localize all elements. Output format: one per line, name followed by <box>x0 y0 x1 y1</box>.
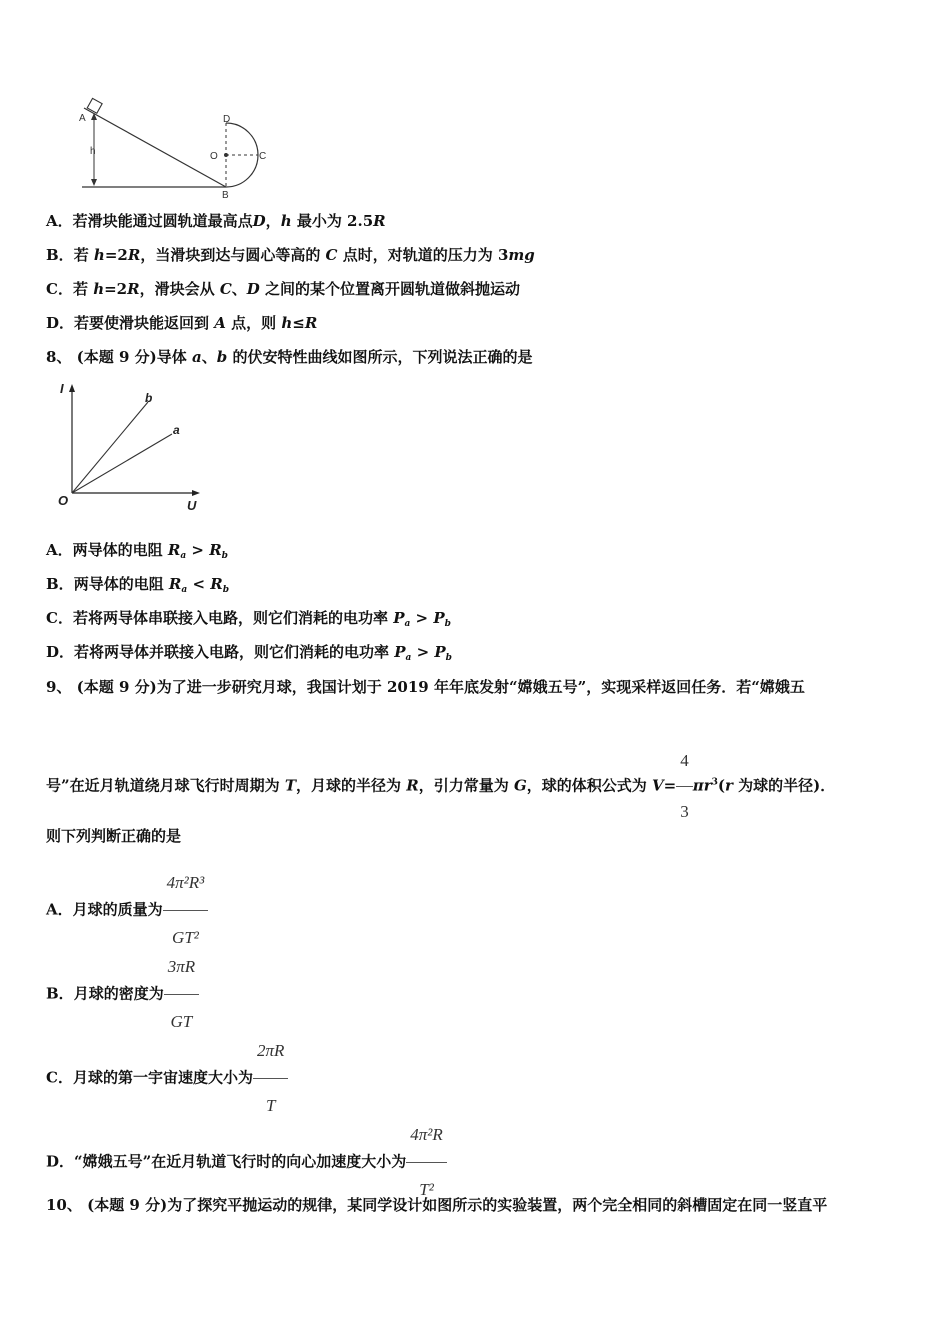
height-arrow-bottom <box>91 179 97 186</box>
q9-stem-line2: 号”在近月轨道绕月球飞行时周期为 T，月球的半径为 R，引力常量为 G，球的体积公式为 V= $\frac{4}{3}$ $\pi r^3(r$ 为球的半径)． <box>46 738 835 835</box>
label-A: A <box>79 113 86 124</box>
q9-stem-line1: 9、 (本题 9 分)为了进一步研究月球，我国计划于 2019 年年底发射“嫦娥五号”，实现采样返回任务．若“嫦娥五 <box>46 678 805 696</box>
mass-fraction: $\frac{\text{4π²R³}}{\text{GT²}}$ <box>163 858 209 963</box>
x-axis-arrow <box>192 490 200 496</box>
label-D: D <box>223 114 231 125</box>
acceleration-fraction: $\frac{\text{4π²R}}{\text{T²}}$ <box>406 1110 447 1215</box>
line-b-label: b <box>145 391 153 405</box>
volume-fraction: $\frac{4}{3}$ <box>676 738 693 835</box>
q9-option-a[interactable]: A．月球的质量为 $\frac{\text{4π²R³}}{\text{GT²}}$ <box>46 858 208 963</box>
q9-option-c[interactable]: C．月球的第一宇宙速度大小为 $\frac{2\pi R}{T}$ <box>46 1026 288 1131</box>
incline-loop-figure <box>76 96 276 200</box>
semicircle-track <box>226 123 258 187</box>
y-axis-arrow <box>69 384 75 392</box>
label-O: O <box>210 151 218 162</box>
velocity-fraction: $\frac{2\pi R}{T}$ <box>253 1026 288 1131</box>
q8-option-a[interactable]: A．两导体的电阻 $R_a > R_b$ <box>46 541 228 561</box>
q7-option-d[interactable]: D．若要使滑块能返回到 A 点，则 h≤R <box>46 314 318 332</box>
q9-stem-line3: 则下列判断正确的是 <box>46 827 182 845</box>
q9-option-b[interactable]: B．月球的密度为 $\frac{3\pi R}{GT}$ <box>46 942 199 1047</box>
q8-stem: 8、 (本题 9 分)导体 a、b 的伏安特性曲线如图所示，下列说法正确的是 <box>46 348 533 366</box>
center-point <box>224 153 228 157</box>
label-B: B <box>222 190 229 200</box>
incline-line <box>84 108 226 187</box>
line-a <box>72 434 172 493</box>
q7-option-c[interactable]: C．若 h=2R，滑块会从 C、D 之间的某个位置离开圆轨道做斜抛运动 <box>46 280 521 298</box>
q7-option-a[interactable]: A．若滑块能通过圆轨道最高点D，h 最小为 2.5R <box>46 212 386 230</box>
line-b <box>72 402 148 493</box>
q8-option-c[interactable]: C．若将两导体串联接入电路，则它们消耗的电功率 $P_a > P_b$ <box>46 609 451 629</box>
label-h: h <box>90 146 96 157</box>
q8-option-d[interactable]: D．若将两导体并联接入电路，则它们消耗的电功率 $P_a > P_b$ <box>46 643 452 663</box>
density-fraction: $\frac{3\pi R}{GT}$ <box>164 942 199 1047</box>
iu-graph <box>54 378 214 516</box>
q8-option-b[interactable]: B．两导体的电阻 $R_a < R_b$ <box>46 575 230 595</box>
q10-stem: 10、 (本题 9 分)为了探究平抛运动的规律，某同学设计如图所示的实验装置，两个完全相同的斜槽固定在同一竖直平 <box>46 1196 828 1214</box>
axis-label-u: U <box>187 498 197 513</box>
origin-label: O <box>58 493 69 508</box>
label-C: C <box>259 151 267 162</box>
q9-option-d[interactable]: D．“嫦娥五号”在近月轨道飞行时的向心加速度大小为 $\frac{\text{4π²R}}{\text{T²}}$ <box>46 1110 447 1215</box>
q7-option-b[interactable]: B．若 h=2R，当滑块到达与圆心等高的 C 点时，对轨道的压力为 3mg <box>46 246 535 264</box>
line-a-label: a <box>173 423 180 437</box>
axis-label-i: I <box>60 381 64 396</box>
